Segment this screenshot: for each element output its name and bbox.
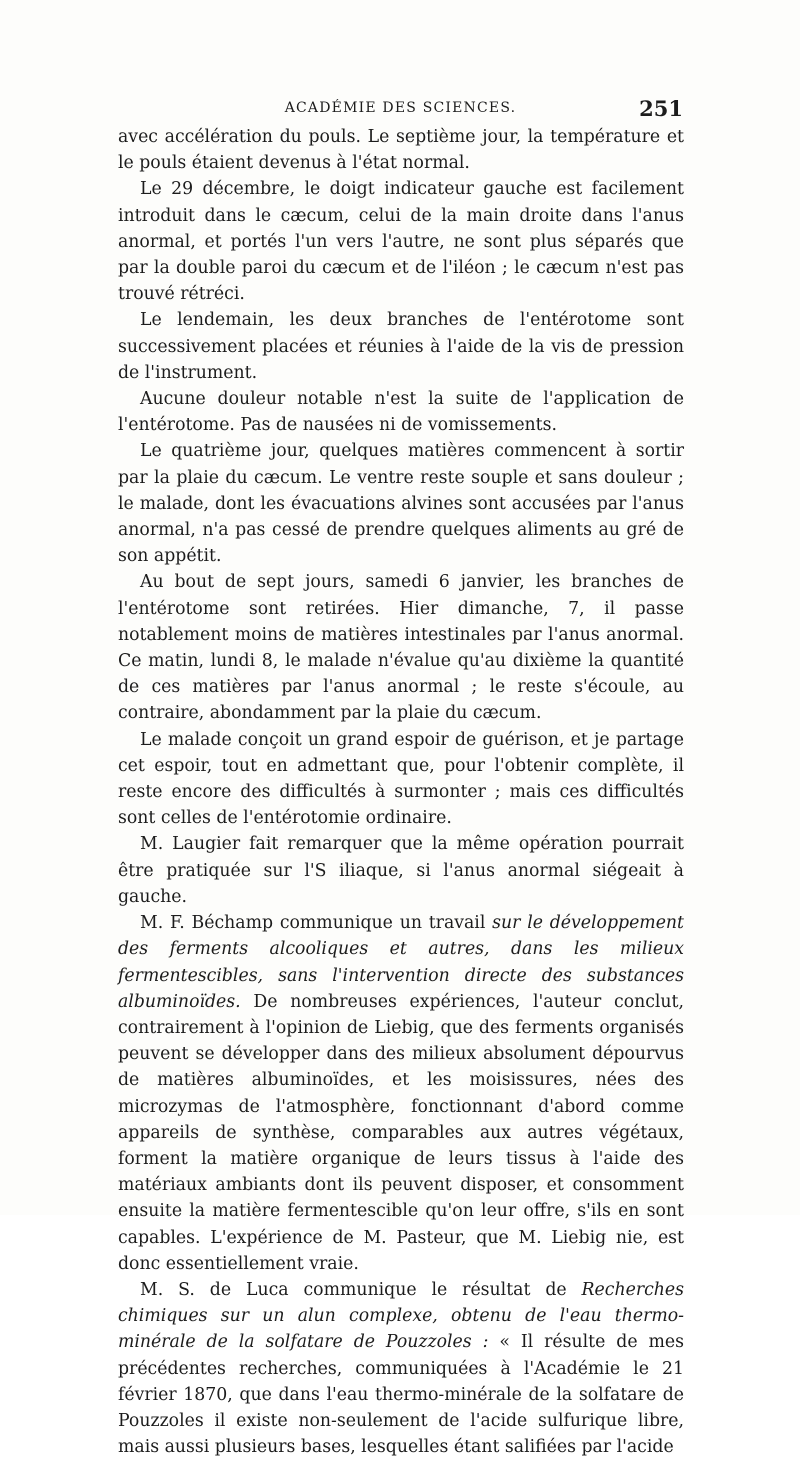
paragraph-text: Le quatrième jour, quelques matières commencent à sortir par la plaie du cæcum. Le ventre reste souple et sans douleur ; le malade, dont les évacuations alvines sont accusées par l'anus anormal, n'a pas cessé de prendre quelques aliments au gré de son appétit. (118, 441, 684, 567)
running-title: ACADÉMIE DES SCIENCES. (284, 100, 517, 116)
paragraph (118, 910, 684, 1277)
paragraph-text: « Il résulte de mes précédentes recherches, communiquées à l'Académie le 21 février 1870, que dans l'eau thermo-minérale de la solfatare de Pouzzoles il existe non-seulement de l'acide sulfurique libre, mais aussi plusieurs bases, lesquelles étant salifiées par l'acide (118, 1332, 684, 1458)
body-text (118, 124, 684, 1460)
paragraph (118, 569, 684, 726)
paragraph (118, 438, 684, 569)
paragraph (118, 307, 684, 386)
paragraph-text: Le lendemain, les deux branches de l'entérotome sont successivement placées et réunies à l'aide de la vis de pression de l'instrument. (118, 310, 684, 383)
running-head (118, 96, 683, 120)
paragraph (118, 124, 684, 176)
paragraph-text: De nombreuses expériences, l'auteur conclut, contrairement à l'opinion de Liebig, que des ferments organisés peuvent se développer dans des milieux absolument dépourvus de matières albuminoïdes, et les moisissures, nées des microzymas de l'atmosphère, fonctionnant d'abord comme appareils de synthèse, comparables aux autres végétaux, forment la matière organique de leurs tissus à l'aide des matériaux ambiants dont ils peuvent disposer, et consomment ensuite la matière fermentescible qu'on leur offre, s'ils en sont capables. L'expérience de M. Pasteur, que M. Liebig nie, est donc essentiellement vraie. (118, 991, 684, 1274)
paragraph-text: M. S. de Luca communique le résultat de (140, 1279, 582, 1300)
paragraph (118, 386, 684, 438)
paragraph (118, 831, 684, 910)
paragraph-text: Le malade conçoit un grand espoir de guérison, et je partage cet espoir, tout en admettant que, pour l'obtenir complète, il reste encore des difficultés à surmonter ; mais ces difficultés sont celles de l'entérotomie ordinaire. (118, 729, 684, 829)
italic-title-text: sur le développement des ferments alcooliques et autres, dans les milieux fermentescibles, sans l'intervention directe des substances albuminoïdes. (118, 913, 684, 1012)
paragraph-text: M. Laugier fait remarquer que la même opération pourrait être pratiquée sur l'S iliaque, si l'anus anormal siégeait à gauche. (118, 834, 684, 907)
italic-title-text: Recherches chimiques sur un alun complexe, obtenu de l'eau thermo-minérale de la solfatare de Pouzzoles : (118, 1279, 684, 1353)
paragraph (118, 176, 684, 307)
paragraph-text: Au bout de sept jours, samedi 6 janvier, les branches de l'entérotome sont retirées. Hier dimanche, 7, il passe notablement moins de matières intestinales par l'anus anormal. Ce matin, lundi 8, le malade n'évalue qu'au dixième la quantité de ces matières par l'anus anormal ; le reste s'écoule, au contraire, abondamment par la plaie du cæcum. (118, 572, 684, 724)
paragraph-text: M. F. Béchamp communique un travail (140, 913, 493, 934)
paragraph (118, 1277, 684, 1460)
paragraph-text: Le 29 décembre, le doigt indicateur gauche est facilement introduit dans le cæcum, celui de la main droite dans l'anus anormal, et portés l'un vers l'autre, ne sont plus séparés que par la double paroi du cæcum et de l'iléon ; le cæcum n'est pas trouvé rétréci. (118, 179, 684, 305)
paragraph-text: Aucune douleur notable n'est la suite de l'application de l'entérotome. Pas de nausées ni de vomissements. (118, 389, 684, 436)
paragraph (118, 727, 684, 832)
page-number: 251 (639, 96, 683, 121)
paragraph-text: avec accélération du pouls. Le septième jour, la température et le pouls étaient devenus à l'état normal. (118, 127, 684, 174)
